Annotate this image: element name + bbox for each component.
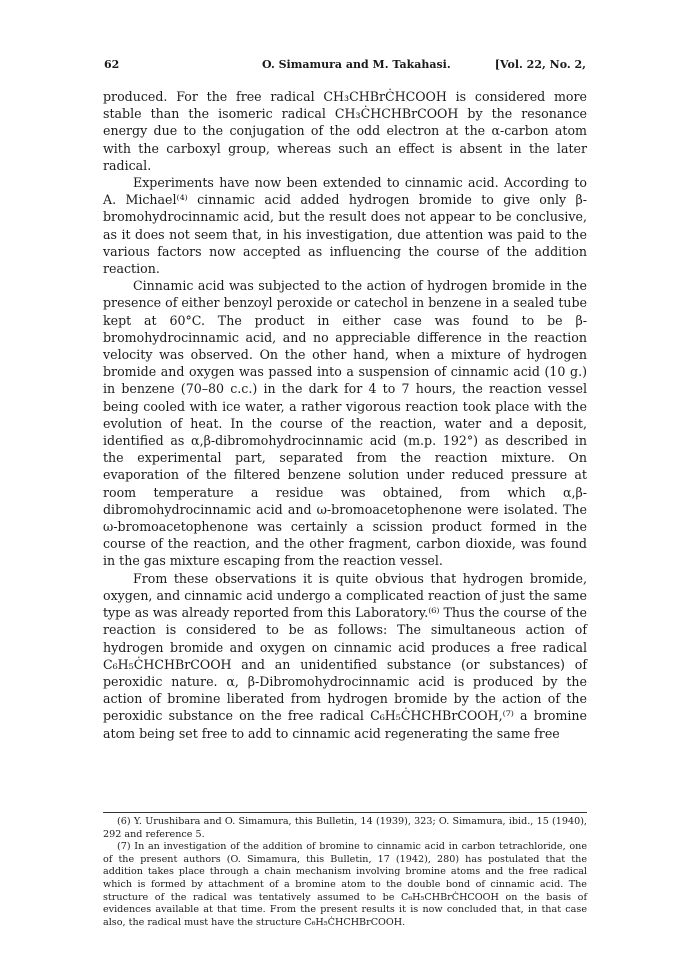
paragraph-4: From these observations it is quite obvious that hydrogen bromide, oxygen, and cinnamic acid undergo a complicated reaction of just the same type as was already reported from this Laboratory.⁽⁶⁾ Thus the course of the reaction is considered to be as follows: The simultaneous action of hydrogen bromide and oxygen on cinnamic acid produces a free radical C₆H₅ĊHCHBrCOOH and an unidentified substance (or substances) of peroxidic nature. α, β-Dibromohydrocinnamic acid is produced by the action of bromine liberated from hydrogen bromide by the action of the peroxidic substance on the free radical C₆H₅ĊHCHBrCOOH,⁽⁷⁾ a bromine atom being set free to add to cinnamic acid regenerating the same free [103, 570, 587, 741]
header-volume: [Vol. 22, No. 2, [494, 58, 586, 71]
paragraph-3: Cinnamic acid was subjected to the action of hydrogen bromide in the presence of either benzoyl peroxide or catechol in benzene in a sealed tube kept at 60°C. The product in either case was found to be β-bromohydrocinnamic acid, and no appreciable difference in the reaction velocity was observed. On the other hand, when a mixture of hydrogen bromide and oxygen was passed into a suspension of cinnamic acid (10 g.) in benzene (70–80 c.c.) in the dark for 4 to 7 hours, the reaction vessel being cooled with ice water, a rather vigorous reaction took place with the evolution of heat. In the course of the reaction, water and a deposit, identified as α,β-dibromohydrocinnamic acid (m.p. 192°) as described in the experimental part, separated from the reaction mixture. On evaporation of the filtered benzene solution under reduced pressure at room temperature a residue was obtained, from which α,β-dibromohydrocinnamic acid and ω-bromoacetophenone were isolated. The ω-bromoacetophenone was certainly a scission product formed in the course of the reaction, and the other fragment, carbon dioxide, was found in the gas mixture escaping from the reaction vessel. [103, 278, 587, 569]
footnote-7: (7) In an investigation of the addition of bromine to cinnamic acid in carbon tetrachloride, one of the present authors (O. Simamura, this Bulletin, 17 (1942), 280) has postulated that the addition takes place through a chain mechanism involving bromine atoms and the free radical which is formed by attachment of a bromine atom to the double bond of cinnamic acid. The structure of the radical was tentatively assumed to be C₆H₅CHBrĊHCOOH on the basis of evidences available at that time. From the present results it is now concluded that, in that case also, the radical must have the structure C₆H₅ĊHCHBrCOOH. [103, 841, 587, 928]
body-text [103, 88, 587, 742]
footnote-6: (6) Y. Urushibara and O. Simamura, this Bulletin, 14 (1939), 323; O. Simamura, ibid., 15 (1940), 292 and reference 5. [103, 816, 587, 840]
running-header [104, 58, 586, 74]
footnotes [103, 816, 587, 929]
paragraph-2: Experiments have now been extended to cinnamic acid. According to A. Michael⁽⁴⁾ cinnamic acid added hydrogen bromide to give only β-bromohydrocinnamic acid, but the result does not appear to be conclusive, as it does not seem that, in his investigation, due attention was paid to the various factors now accepted as influencing the course of the addition reaction. [103, 175, 587, 277]
page-number: 62 [104, 58, 120, 71]
paragraph-1: produced. For the free radical CH₃CHBrĊHCOOH is considered more stable than the isomeric radical CH₃ĊHCHBrCOOH by the resonance energy due to the conjugation of the odd electron at the α-carbon atom with the carboxyl group, whereas such an effect is absent in the later radical. [103, 89, 587, 173]
footnote-divider [103, 812, 587, 813]
header-authors: O. Simamura and M. Takahasi. [262, 58, 451, 71]
